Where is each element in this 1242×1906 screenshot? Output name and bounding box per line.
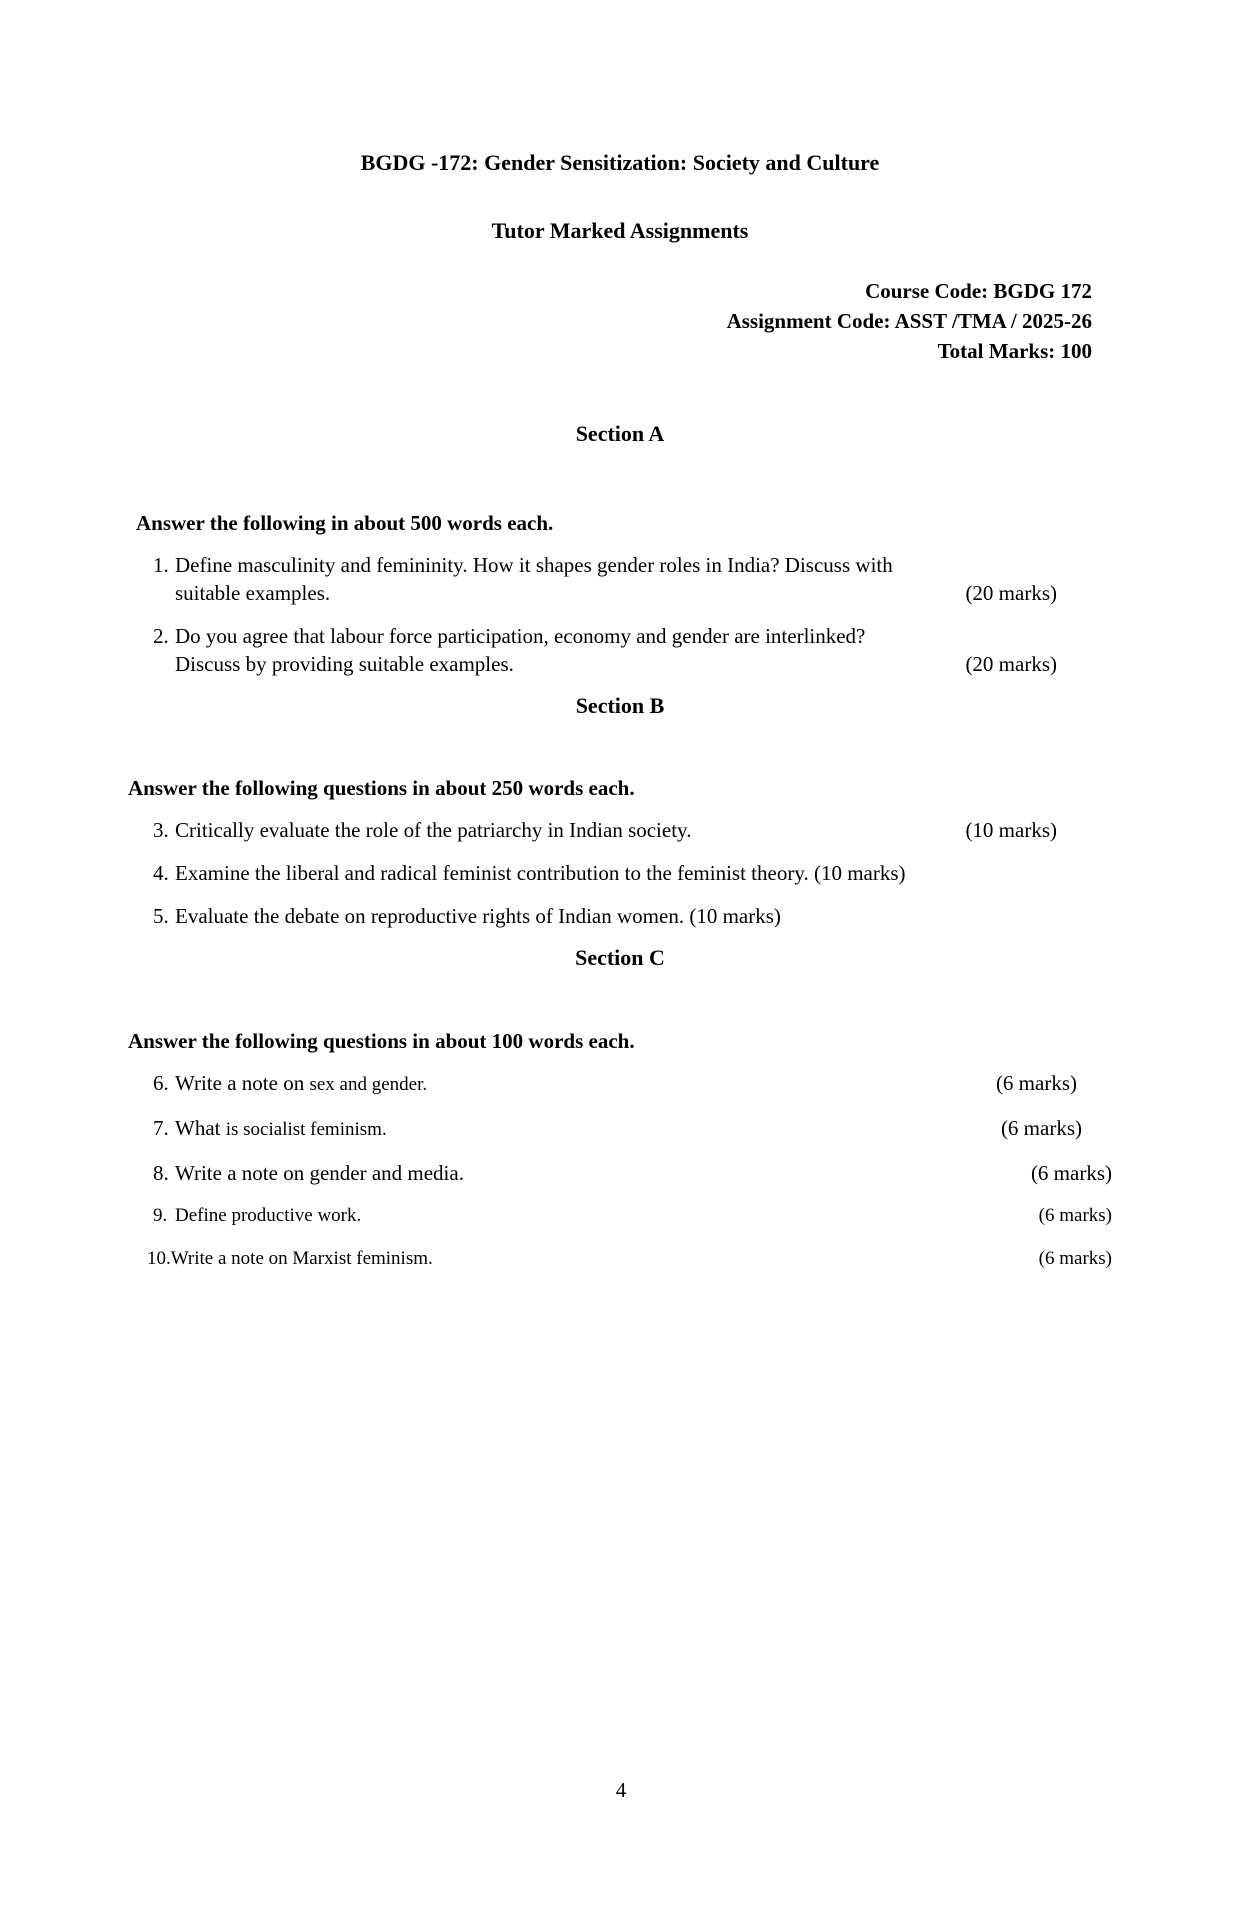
question-number: 7. [153, 1116, 169, 1140]
question-text [175, 1069, 427, 1099]
question-text [175, 553, 893, 577]
question-item [153, 1159, 1112, 1187]
question-marks: (6 marks) [1038, 1248, 1112, 1269]
section-c-instruction: Answer the following questions in about 100 words each. [128, 1029, 635, 1053]
question-marks: (6 marks) [1030, 1161, 1112, 1185]
question-item [153, 1069, 1112, 1099]
question-marks: (20 marks) [965, 652, 1057, 676]
section-b-heading: Section B [575, 693, 665, 718]
question-item [153, 1114, 1112, 1144]
question-item [153, 1202, 1112, 1230]
question-text-segment: Write a note on gender and media. [175, 1161, 464, 1185]
question-body [171, 1245, 1112, 1273]
question-line [175, 1159, 1112, 1187]
question-line [175, 859, 1112, 887]
question-line [175, 1202, 1112, 1230]
question-marks: (6 marks) [995, 1071, 1077, 1095]
assignment-code-line: Assignment Code: ASST /TMA / 2025-26 [726, 309, 1092, 333]
question-body [175, 551, 1112, 607]
question-line [175, 902, 1112, 930]
question-text-segment: sex and gender. [309, 1074, 428, 1095]
question-text-segment: is socialist feminism. [225, 1119, 387, 1140]
question-text-segment: Write a note on Marxist feminism. [170, 1248, 433, 1269]
question-line [175, 551, 1112, 579]
question-text-segment: Critically evaluate the role of the patriarchy in Indian society. [175, 818, 692, 842]
section-a-instruction: Answer the following in about 500 words each. [136, 511, 554, 535]
question-text [175, 579, 330, 607]
question-text-segment: suitable examples. [175, 581, 331, 605]
document-title: BGDG -172: Gender Sensitization: Society and Culture [360, 150, 880, 175]
question-number: 4. [153, 861, 169, 885]
question-number: 10. [147, 1248, 171, 1269]
question-line [175, 1069, 1112, 1099]
question-text-segment: Do you agree that labour force participation, economy and gender are interlinked? [175, 624, 866, 648]
document-subtitle: Tutor Marked Assignments [491, 218, 749, 243]
assignment-document [0, 150, 1242, 1273]
question-line [175, 1114, 1112, 1144]
question-text-segment: What [175, 1116, 226, 1140]
question-body [175, 1069, 1112, 1099]
question-number: 3. [153, 818, 169, 842]
section-a-heading: Section A [575, 421, 665, 446]
assignment-meta [128, 276, 1112, 366]
question-item [147, 1245, 1112, 1273]
question-number: 8. [153, 1161, 169, 1185]
section-b [128, 693, 1112, 930]
question-text-segment: Write a note on [175, 1071, 310, 1095]
question-text-segment: Discuss by providing suitable examples. [175, 652, 514, 676]
question-item [153, 859, 1112, 887]
total-marks-line: Total Marks: 100 [937, 339, 1092, 363]
question-body [175, 1159, 1112, 1187]
question-marks: (6 marks) [1000, 1116, 1082, 1140]
question-marks: (6 marks) [1038, 1205, 1112, 1226]
question-item [153, 622, 1112, 678]
section-c [128, 945, 1112, 1273]
question-line [175, 650, 1112, 678]
question-item [153, 902, 1112, 930]
question-body [175, 859, 1112, 887]
section-a [128, 421, 1112, 678]
question-text: Examine the liberal and radical feminist contribution to the feminist theory. (10 marks) [175, 861, 906, 885]
question-body [175, 1114, 1112, 1144]
question-number: 2. [153, 624, 169, 648]
question-item [153, 816, 1112, 844]
question-text [175, 1202, 361, 1230]
question-number: 1. [153, 553, 169, 577]
question-body [175, 816, 1112, 844]
question-body [175, 622, 1112, 678]
course-code-line: Course Code: BGDG 172 [865, 279, 1092, 303]
section-c-heading: Section C [575, 945, 665, 970]
question-text-segment: Define productive work. [175, 1205, 362, 1226]
question-text [175, 650, 514, 678]
question-number: 6. [153, 1071, 169, 1095]
section-c-questions [128, 1069, 1112, 1273]
question-text [175, 1159, 464, 1187]
section-b-instruction: Answer the following questions in about 250 words each. [128, 776, 635, 800]
question-text-segment: Evaluate the debate on reproductive rights of Indian women. [175, 904, 685, 928]
question-text [175, 816, 691, 844]
question-text [171, 1245, 433, 1273]
question-text: Evaluate the debate on reproductive rights of Indian women. (10 marks) [175, 904, 781, 928]
question-body [175, 1202, 1112, 1230]
question-text [175, 624, 865, 648]
question-body [175, 902, 1112, 930]
section-a-questions [128, 551, 1112, 678]
page-number: 4 [615, 1778, 627, 1802]
question-marks: (20 marks) [965, 581, 1057, 605]
question-item [153, 551, 1112, 607]
question-marks: (10 marks) [965, 818, 1057, 842]
section-b-questions [128, 816, 1112, 930]
question-line [171, 1245, 1112, 1273]
question-text-segment: Define masculinity and femininity. How it shapes gender roles in India? Discuss with [175, 553, 893, 577]
question-text-segment: Examine the liberal and radical feminist contribution to the feminist theory. [175, 861, 809, 885]
question-line [175, 816, 1112, 844]
question-number: 9. [153, 1205, 168, 1226]
question-text [175, 1114, 387, 1144]
question-line [175, 622, 1112, 650]
question-number: 5. [153, 904, 169, 928]
question-line [175, 579, 1112, 607]
